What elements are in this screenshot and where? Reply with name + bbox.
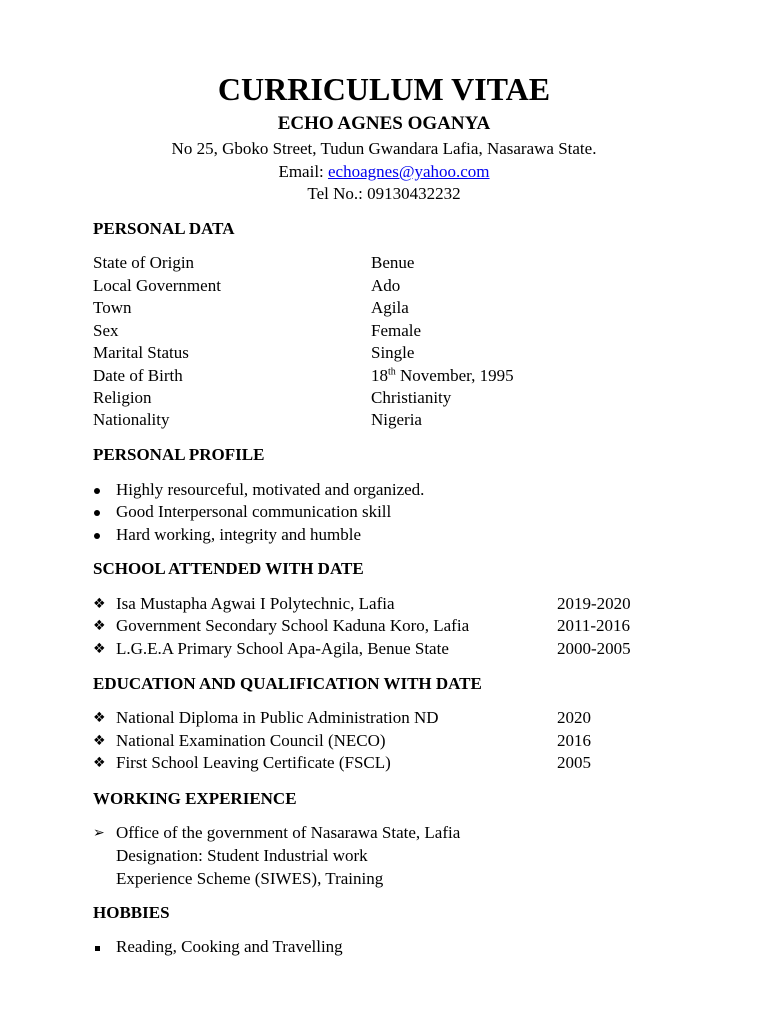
- list-item: [93, 730, 693, 752]
- list-item: [93, 752, 693, 774]
- list-item: [93, 593, 693, 615]
- field-label: Local Government: [93, 276, 221, 295]
- qualification-year: 2020: [557, 708, 591, 727]
- field-label: Date of Birth: [93, 366, 183, 385]
- experience-text: Designation: Student Industrial work: [116, 846, 368, 865]
- schools-heading: SCHOOL ATTENDED WITH DATE: [93, 559, 364, 578]
- dob-rest: November, 1995: [395, 366, 514, 385]
- personal-data-row: [93, 320, 693, 342]
- field-value: Benue: [371, 253, 415, 272]
- list-item-text: Highly resourceful, motivated and organized.: [116, 480, 425, 499]
- hobby-text: Reading, Cooking and Travelling: [116, 937, 343, 956]
- personal-data-row: [93, 387, 693, 409]
- field-label: Marital Status: [93, 343, 189, 362]
- diamond-bullet-icon: ❖: [93, 641, 106, 657]
- qualification-name: National Diploma in Public Administration ND: [116, 708, 439, 727]
- field-label: Religion: [93, 388, 152, 407]
- personal-data-row: [93, 252, 693, 274]
- field-label: Town: [93, 298, 132, 317]
- diamond-bullet-icon: ❖: [93, 596, 106, 612]
- list-item: [93, 615, 693, 637]
- school-name: Isa Mustapha Agwai I Polytechnic, Lafia: [116, 594, 395, 613]
- document-title: CURRICULUM VITAE: [217, 71, 551, 107]
- field-value: Female: [371, 321, 422, 340]
- school-years: 2000-2005: [557, 639, 631, 658]
- email-line: [0, 161, 768, 183]
- qualification-name: National Examination Council (NECO): [116, 731, 386, 750]
- list-item: [93, 524, 693, 546]
- list-item: [93, 501, 693, 523]
- personal-data-row: [93, 297, 693, 319]
- field-value: Christianity: [371, 388, 452, 407]
- school-years: 2011-2016: [557, 616, 631, 635]
- field-label: Sex: [93, 321, 119, 340]
- field-value: [371, 365, 514, 387]
- field-label: State of Origin: [93, 253, 195, 272]
- list-item: [93, 707, 693, 729]
- diamond-bullet-icon: ❖: [93, 618, 106, 634]
- experience-text: Office of the government of Nasarawa State, Lafia: [116, 823, 461, 842]
- dob-suffix: th: [388, 366, 396, 378]
- personal-data-row: [93, 342, 693, 364]
- list-item-text: Good Interpersonal communication skill: [116, 502, 392, 521]
- school-years: 2019-2020: [557, 594, 631, 613]
- tel-line: Tel No.: 09130432232: [307, 184, 461, 203]
- arrow-bullet-icon: ➢: [93, 825, 105, 841]
- qualification-year: 2005: [557, 753, 591, 772]
- experience-heading: WORKING EXPERIENCE: [93, 789, 297, 808]
- personal-data-row: [93, 365, 693, 387]
- candidate-name: ECHO AGNES OGANYA: [277, 113, 491, 134]
- education-heading: EDUCATION AND QUALIFICATION WITH DATE: [93, 674, 482, 693]
- diamond-bullet-icon: ❖: [93, 710, 106, 726]
- qualification-year: 2016: [557, 731, 591, 750]
- field-value: Single: [371, 343, 415, 362]
- personal-data-row: [93, 409, 693, 431]
- list-item: [93, 822, 693, 844]
- field-value: Agila: [371, 298, 409, 317]
- personal-profile-heading: PERSONAL PROFILE: [93, 445, 265, 464]
- round-bullet-icon: [93, 524, 111, 546]
- round-bullet-icon: [93, 479, 111, 501]
- experience-text: Experience Scheme (SIWES), Training: [116, 869, 384, 888]
- qualification-name: First School Leaving Certificate (FSCL): [116, 753, 391, 772]
- personal-data-heading: PERSONAL DATA: [93, 219, 235, 238]
- square-bullet-icon: [93, 936, 111, 958]
- email-link[interactable]: echoagnes@yahoo.com: [328, 162, 490, 181]
- school-name: L.G.E.A Primary School Apa-Agila, Benue State: [116, 639, 449, 658]
- address-line: No 25, Gboko Street, Tudun Gwandara Lafia, Nasarawa State.: [171, 139, 597, 158]
- school-name: Government Secondary School Kaduna Koro, Lafia: [116, 616, 470, 635]
- hobbies-heading: HOBBIES: [93, 903, 170, 922]
- field-value: Nigeria: [371, 410, 422, 429]
- personal-data-row: [93, 275, 693, 297]
- field-label: Nationality: [93, 410, 170, 429]
- field-value: Ado: [371, 276, 401, 295]
- list-item: [93, 479, 693, 501]
- list-item: [93, 638, 693, 660]
- round-bullet-icon: [93, 501, 111, 523]
- email-label: Email:: [278, 162, 329, 181]
- diamond-bullet-icon: ❖: [93, 755, 106, 771]
- list-item-text: Hard working, integrity and humble: [116, 525, 362, 544]
- dob-day: 18: [371, 366, 388, 385]
- diamond-bullet-icon: ❖: [93, 733, 106, 749]
- list-item: [93, 936, 693, 958]
